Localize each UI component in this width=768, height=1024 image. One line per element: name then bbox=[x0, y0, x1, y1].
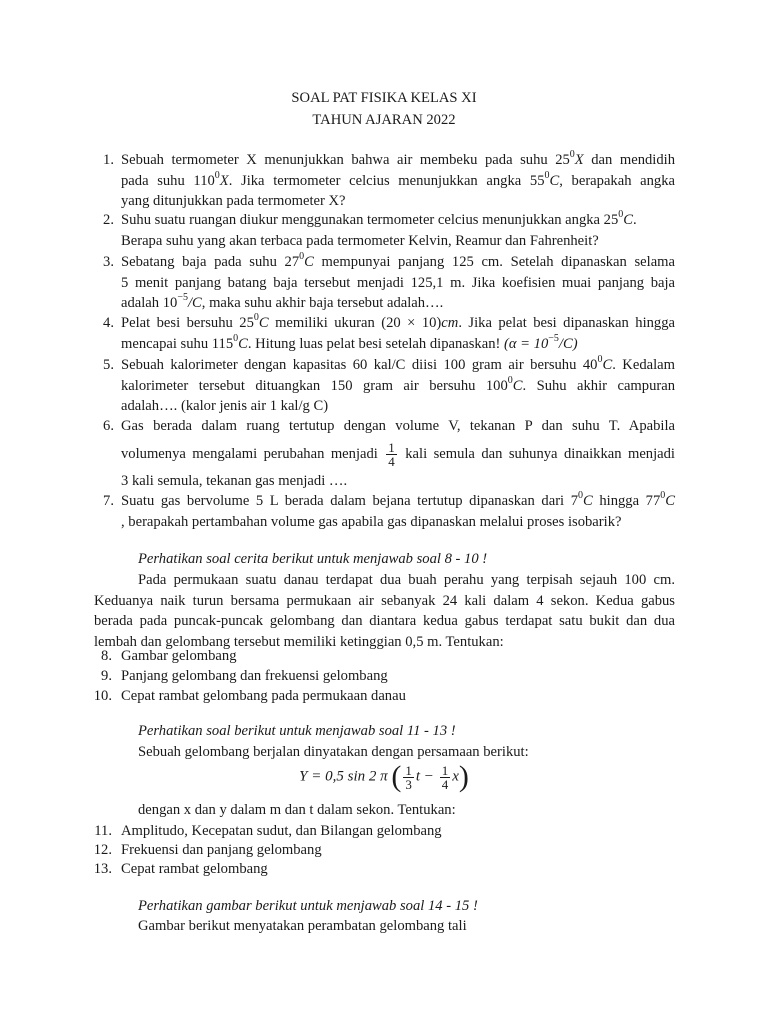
question-5-line-1: Sebuah kalorimeter dengan kapasitas 60 kal/C diisi 100 gram air bersuhu $40^0C$. Kedalam bbox=[121, 354, 675, 373]
question-1-line-3: yang ditunjukkan pada termometer X? bbox=[121, 193, 346, 209]
question-5-text bbox=[121, 355, 675, 417]
question-2-text bbox=[121, 210, 675, 251]
section-1-paragraph-line-3: berada pada puncak-puncak gelombang dan diantara kedua gabus terdapat satu bukit dan dua bbox=[94, 613, 675, 629]
question-3-line-2: 5 menit panjang batang baja tersebut menjadi 125,1 m. Jika koefisien muai panjang baja bbox=[121, 274, 675, 291]
question-10-text: Cepat rambat gelombang pada permukaan danau bbox=[121, 688, 406, 704]
question-9-text: Panjang gelombang dan frekuensi gelombang bbox=[121, 668, 388, 684]
section-2-intro: Sebuah gelombang berjalan dinyatakan dengan persamaan berikut: bbox=[138, 744, 529, 760]
question-3-line-3: adalah $10^{-5}/C$, maka suhu akhir baja tersebut adalah…. bbox=[121, 292, 444, 311]
question-7-text bbox=[121, 491, 675, 532]
section-2-after-text: dengan x dan y dalam m dan t dalam sekon. Tentukan: bbox=[138, 802, 456, 818]
question-2-line-2: Berapa suhu yang akan terbaca pada termometer Kelvin, Reamur dan Fahrenheit? bbox=[121, 232, 599, 249]
question-13-number: 13. bbox=[93, 861, 112, 877]
question-5-number: 5. bbox=[103, 357, 114, 373]
section-1-heading: Perhatikan soal cerita berikut untuk menjawab soal 8 - 10 ! bbox=[138, 551, 488, 567]
question-1-line-2: pada suhu $110^0X$. Jika termometer celcius menunjukkan angka $55^0C$, berapakah angka bbox=[121, 169, 676, 189]
question-1-text bbox=[121, 150, 675, 212]
question-5-line-3: adalah…. (kalor jenis air 1 kal/g C) bbox=[121, 398, 329, 414]
section-1-paragraph-line-2: Keduanya naik turun bersama permukaan air sebanyak 24 kali dalam 4 sekon. Kedua gabus bbox=[94, 592, 675, 609]
question-13-text: Cepat rambat gelombang bbox=[121, 861, 268, 877]
question-6-line-1: Gas berada dalam ruang tertutup dengan volume V, tekanan P dan suhu T. Apabila bbox=[121, 418, 675, 434]
one-fourth-fraction: $\frac{1}{4}$ bbox=[441, 762, 449, 792]
one-quarter-fraction: $\frac{1}{4}$ bbox=[388, 439, 395, 469]
question-7-line-2: , berapakah pertambahan volume gas apabila gas dipanaskan melalui proses isobarik? bbox=[121, 513, 622, 530]
section-3-heading: Perhatikan gambar berikut untuk menjawab soal 14 - 15 ! bbox=[138, 898, 478, 914]
document-title-line-1: SOAL PAT FISIKA KELAS XI bbox=[291, 90, 477, 106]
question-2-line-1: Suhu suatu ruangan diukur menggunakan termometer celcius menunjukkan angka $25^0C$. bbox=[121, 209, 637, 228]
question-7-number: 7. bbox=[103, 493, 114, 509]
question-4-line-1: Pelat besi bersuhu $25^0C$ memiliki ukuran (20 × 10)cm. Jika pelat besi dipanaskan hingga bbox=[121, 312, 676, 331]
section-2-heading: Perhatikan soal berikut untuk menjawab soal 11 - 13 ! bbox=[138, 723, 456, 739]
question-9-number: 9. bbox=[101, 668, 112, 684]
question-6-line-2: volumenya mengalami perubahan menjadi $\frac{1}{4}$ kali semula dan suhunya dinaikkan menjadi bbox=[121, 439, 675, 469]
question-4-text bbox=[121, 313, 675, 354]
question-6-text bbox=[121, 416, 675, 491]
question-3-number: 3. bbox=[103, 254, 114, 270]
question-2-number: 2. bbox=[103, 212, 114, 228]
wave-equation: Y = 0,5 sin 2 π ( $\frac{1}{3}$ t − $\frac{1}{4}$ x) bbox=[299, 760, 469, 793]
question-12-text: Frekuensi dan panjang gelombang bbox=[121, 842, 322, 858]
question-1-line-1: Sebuah termometer X menunjukkan bahwa air membeku pada suhu $25^0X$ dan mendidih bbox=[121, 149, 675, 168]
section-1-paragraph-line-4: lembah dan gelombang tersebut memiliki ketinggian 0,5 m. Tentukan: bbox=[94, 633, 504, 650]
question-8-number: 8. bbox=[101, 648, 112, 664]
question-10-number: 10. bbox=[93, 688, 112, 704]
question-4-number: 4. bbox=[103, 315, 114, 331]
question-12-number: 12. bbox=[93, 842, 112, 858]
question-6-number: 6. bbox=[103, 418, 114, 434]
question-11-text: Amplitudo, Kecepatan sudut, dan Bilangan gelombang bbox=[121, 823, 442, 839]
question-5-line-2: kalorimeter tersebut dituangkan 150 gram air bersuhu $100^0C$. Suhu akhir campuran bbox=[121, 374, 675, 394]
section-3-intro: Gambar berikut menyatakan perambatan gelombang tali bbox=[138, 918, 467, 934]
question-11-number: 11. bbox=[94, 823, 112, 839]
question-8-text: Gambar gelombang bbox=[121, 648, 237, 664]
section-1-paragraph-line-1: Pada permukaan suatu danau terdapat dua buah perahu yang terpisah sejauh 100 cm. bbox=[138, 572, 675, 588]
question-3-line-1: Sebatang baja pada suhu $27^0C$ mempunyai panjang 125 cm. Setelah dipanaskan selama bbox=[121, 251, 675, 270]
question-4-line-2: mencapai suhu $115^0C$. Hitung luas pelat besi setelah dipanaskan! $(\alpha = 10^{-5}/C)$ bbox=[121, 332, 578, 352]
question-6-line-3: 3 kali semula, tekanan gas menjadi …. bbox=[121, 472, 348, 489]
section-1-paragraph bbox=[94, 570, 675, 652]
question-3-text bbox=[121, 252, 675, 314]
question-1-number: 1. bbox=[103, 152, 114, 168]
document-title-line-2: TAHUN AJARAN 2022 bbox=[312, 112, 456, 128]
one-third-fraction: $\frac{1}{3}$ bbox=[405, 762, 412, 792]
question-7-line-1: Suatu gas bervolume 5 L berada dalam bejana tertutup dipanaskan dari $7^0C$ hingga $77^0C$ bbox=[121, 490, 675, 509]
